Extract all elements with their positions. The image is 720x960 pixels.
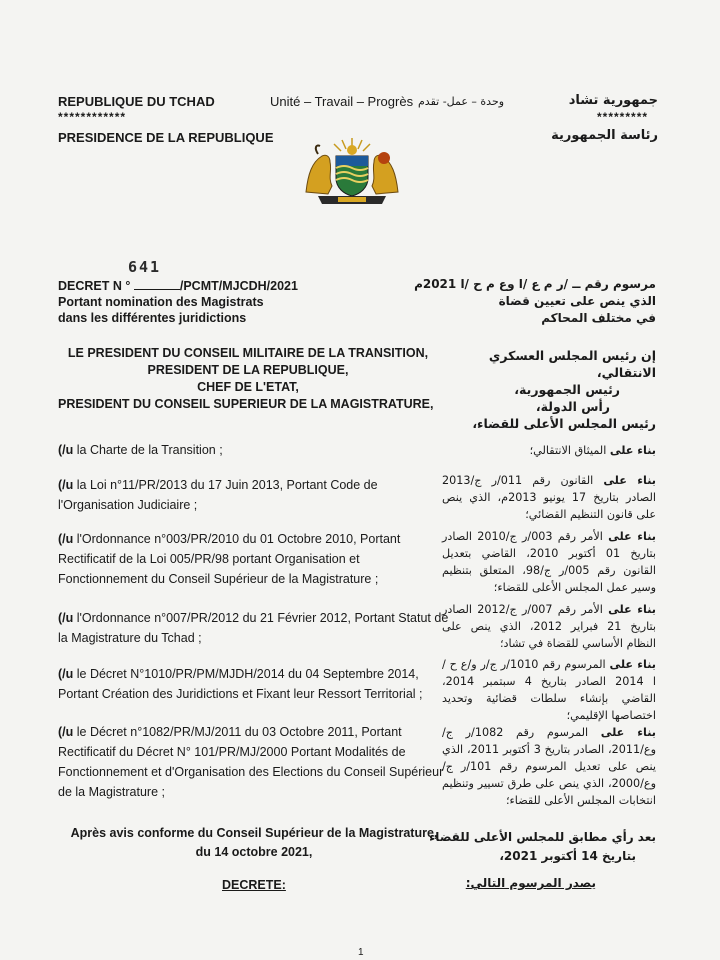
- visa-ar-lead: بناء على: [608, 530, 656, 543]
- visa-ar-1: [442, 442, 656, 459]
- decrete-heading-fr: DECRETE:: [222, 878, 286, 892]
- authority-ar: [426, 347, 656, 432]
- authority-ar-line3: رأس الدولة،: [535, 399, 610, 414]
- visa-fr-1: [58, 440, 450, 460]
- header-stars-ar: *********: [597, 110, 649, 124]
- visa-ar-text: القانون رقم 011/ر ج/2013 الصادر بتاريخ 17 يونيو 2013م، الذي ينص على قانون التنظيم القضائي؛: [442, 474, 657, 521]
- visa-ar-text: الميثاق الانتقالي؛: [529, 444, 610, 457]
- visa-ar-lead: بناء على: [603, 474, 656, 487]
- visa-ar-5: [442, 656, 656, 724]
- decree-subject-ar-line1: الذي ينص على تعيين قضاة: [498, 294, 656, 308]
- visa-ar-text: المرسوم رقم 1010/ر ج/ر و/ع ح /ا 2014 الصادر بتاريخ 4 سبتمبر 2014، القاضي بإنشاء سلطات قضائية وتحديد اختصاصها الإقليمي؛: [442, 658, 656, 722]
- closing-fr: [58, 824, 450, 862]
- visa-ar-lead: بناء على: [600, 726, 656, 739]
- visa-ar-text: المرسوم رقم 1082/ر ج/وع/2011، الصادر بتاريخ 3 أكتوبر 2011، الذي ينص على تعديل المرسوم رقم 101/ر ج/وع/2000، الذي ينص على طرق تسيير وتنظيم انتخابات المجلس الأعلى للقضاء؛: [442, 726, 656, 807]
- visa-fr-2: [58, 475, 450, 515]
- closing-ar: [426, 828, 656, 866]
- header-presidency-fr: PRESIDENCE DE LA REPUBLIQUE: [58, 130, 274, 145]
- visa-fr-4: [58, 608, 450, 648]
- closing-ar-line2: بتاريخ 14 أكتوبر 2021،: [499, 849, 636, 863]
- header-stars-fr: ************: [58, 110, 127, 124]
- visa-text: l'Ordonnance n°007/PR/2012 du 21 Février 2012, Portant Statut de la Magistrature du Tchad ;: [58, 611, 449, 645]
- decree-number-blank: [134, 278, 180, 290]
- decree-subject-line2: dans les différentes juridictions: [58, 311, 247, 325]
- authority-fr-line1: LE PRESIDENT DU CONSEIL MILITAIRE DE LA TRANSITION,: [67, 346, 429, 360]
- visa-ar-6: [442, 724, 656, 809]
- visa-prefix: (/u: [58, 725, 74, 739]
- decree-subject-line1: Portant nomination des Magistrats: [58, 295, 264, 309]
- decree-number-ar: مرسوم رقم ــ /ر م ع /ا وع م ح /ا 2021م: [414, 277, 656, 291]
- decree-number-suffix: /PCMT/MJCDH/2021: [179, 279, 298, 293]
- visa-text: le Décret N°1010/PR/PM/MJDH/2014 du 04 Septembre 2014, Portant Création des Juridictions et Fixant leur Ressort Territorial ;: [58, 667, 423, 701]
- visa-prefix: (/u: [58, 478, 74, 492]
- visa-fr-6: [58, 722, 450, 802]
- visa-prefix: (/u: [58, 443, 74, 457]
- authority-fr: [58, 345, 438, 413]
- header-country-ar: جمهورية تشاد: [568, 93, 658, 108]
- coat-of-arms-emblem: [298, 134, 406, 206]
- authority-ar-line2: رئيس الجمهورية،: [514, 382, 620, 397]
- decrete-heading-ar: يصدر المرسوم التالي:: [465, 876, 596, 890]
- decree-number-label: DECRET N °: [58, 279, 131, 293]
- header-country-fr: REPUBLIQUE DU TCHAD: [58, 94, 215, 109]
- visa-ar-3: [442, 528, 656, 596]
- visa-ar-text: الأمر رقم 007/ر ج/2012 الصادر بتاريخ 21 فبراير 2012، الذي ينص على النظام الأساسي للقضاة في تشاد؛: [442, 603, 657, 650]
- visa-fr-3: [58, 529, 450, 589]
- visa-ar-lead: بناء على: [609, 658, 656, 671]
- visa-text: la Charte de la Transition ;: [73, 443, 223, 457]
- motto-fr: Unité – Travail – Progrès: [270, 94, 414, 109]
- authority-fr-line4: PRESIDENT DU CONSEIL SUPERIEUR DE LA MAGISTRATURE,: [58, 397, 434, 411]
- motto-ar: وحدة – عمل- تقدم: [418, 95, 505, 108]
- decree-subject-ar-line2: في مختلف المحاكم: [541, 311, 656, 325]
- visa-ar-lead: بناء على: [608, 603, 656, 616]
- authority-ar-line1: إن رئيس المجلس العسكري الانتقالي،: [488, 348, 656, 380]
- visa-ar-lead: بناء على: [609, 444, 656, 457]
- authority-fr-line3: CHEF DE L'ETAT,: [197, 380, 299, 394]
- visa-prefix: (/u: [58, 611, 74, 625]
- closing-fr-line1: Après avis conforme du Conseil Supérieur de la Magistrature,: [70, 826, 438, 840]
- closing-fr-line2: du 14 octobre 2021,: [195, 845, 313, 859]
- visa-ar-2: [442, 472, 656, 523]
- closing-ar-line1: بعد رأي مطابق للمجلس الأعلى للقضاء: [429, 830, 656, 844]
- authority-fr-line2: PRESIDENT DE LA REPUBLIQUE,: [147, 363, 349, 377]
- visa-text: l'Ordonnance n°003/PR/2010 du 01 Octobre 2010, Portant Rectificatif de la Loi 005/PR/98 portant Organisation et Fonctionnement du Conseil Supérieur de la Magistrature ;: [58, 532, 401, 586]
- visa-text: la Loi n°11/PR/2013 du 17 Juin 2013, Portant Code de l'Organisation Judiciaire ;: [58, 478, 378, 512]
- page-number: 1: [358, 947, 364, 958]
- visa-fr-5: [58, 664, 450, 704]
- visa-ar-4: [442, 601, 656, 652]
- visa-ar-text: الأمر رقم 003/ر ج/2010 الصادر بتاريخ 01 أكتوبر 2010، القاضي بتعديل القانون رقم 005/ر ج/98، المتعلق بتنظيم وسير عمل المجلس الأعلى للقضاء؛: [442, 530, 656, 594]
- authority-ar-line4: رئيس المجلس الأعلى للقضاء،: [472, 416, 656, 431]
- decree-handwritten-number: 641: [128, 258, 162, 276]
- visa-prefix: (/u: [58, 532, 74, 546]
- visa-prefix: (/u: [58, 667, 74, 681]
- header-presidency-ar: رئاسة الجمهورية: [551, 128, 658, 143]
- visa-text: le Décret n°1082/PR/MJ/2011 du 03 Octobre 2011, Portant Rectificatif du Décret N° 101/PR/MJ/2000 Portant Modalités de Fonctionnement et d'Organisation des Elections du Conseil Supérieur de la Magistrature ;: [58, 725, 444, 799]
